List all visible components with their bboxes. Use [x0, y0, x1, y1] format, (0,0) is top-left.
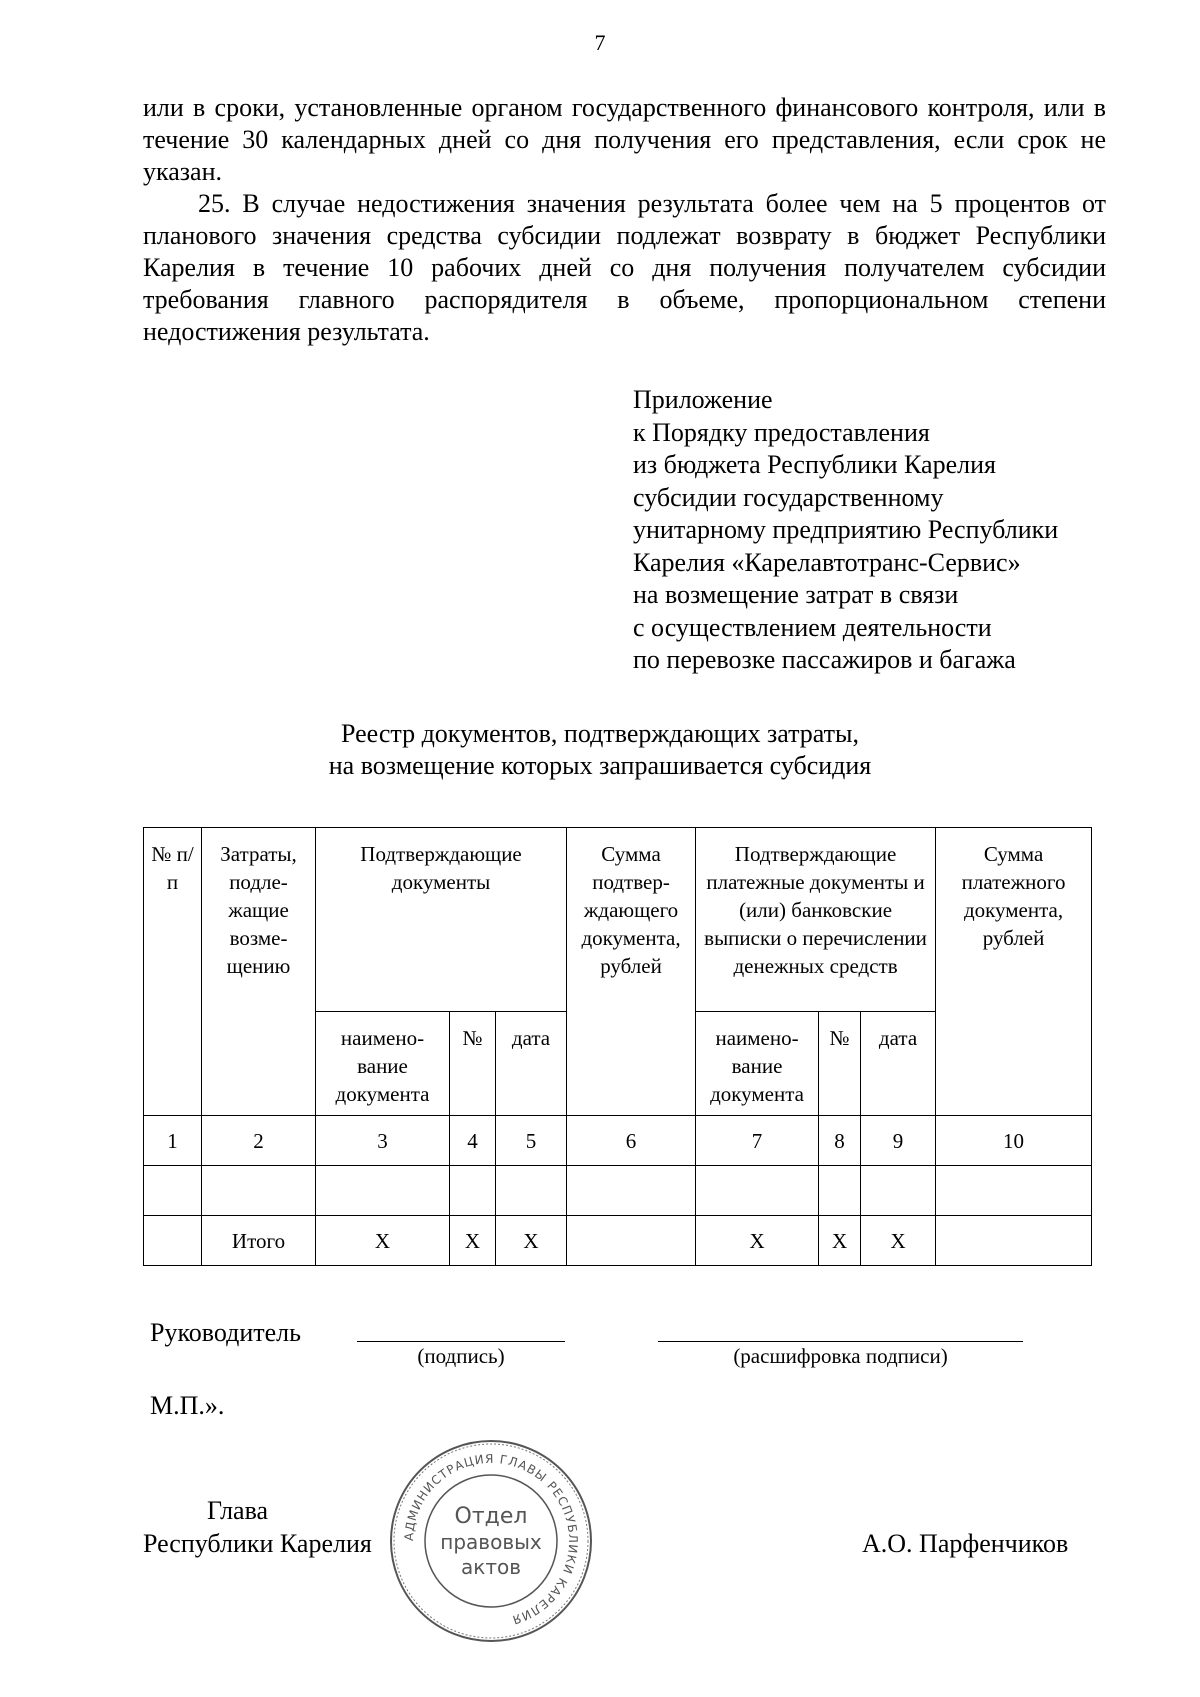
column-numbers-row [144, 1116, 1092, 1166]
registry-title-line: на возмещение которых запрашивается субсидия [328, 751, 872, 780]
total-cell: X [819, 1216, 861, 1266]
table-cell [861, 1166, 936, 1216]
column-number: 6 [567, 1116, 696, 1166]
column-number: 8 [819, 1116, 861, 1166]
appendix-line: с осуществлением деятельности [633, 612, 992, 642]
column-number: 5 [496, 1116, 567, 1166]
total-cell: X [696, 1216, 819, 1266]
header-costs: Затраты, подле-жащие возме-щению [202, 828, 316, 1116]
total-label: Итого [202, 1216, 316, 1266]
paragraph-continuation: или в сроки, установленные органом государственного финансового контроля, или в течение 30 календарных дней со дня получения его представления, если срок не указан. [143, 93, 1106, 186]
header-payment-documents: Подтверждающие платежные документы и (или) банковские выписки о перечислении денежных средств [696, 828, 936, 1012]
column-number: 4 [450, 1116, 496, 1166]
stamp-line: правовых [440, 1530, 542, 1554]
header-row-number: № п/п [144, 828, 202, 1116]
signature-decode-line [658, 1341, 1023, 1342]
appendix-line: унитарному предприятию Республики [633, 515, 1059, 544]
total-cell: X [450, 1216, 496, 1266]
table-cell [936, 1166, 1092, 1216]
seal-mark: М.П.». [150, 1391, 225, 1420]
total-cell [936, 1216, 1092, 1266]
table-cell [819, 1166, 861, 1216]
table-cell [202, 1166, 316, 1216]
appendix-line: из бюджета Республики Карелия [633, 450, 996, 479]
total-cell: X [496, 1216, 567, 1266]
subheader-document-date: дата [496, 1012, 567, 1116]
header-supporting-documents: Подтверждающие документы [316, 828, 567, 1012]
table-cell [496, 1166, 567, 1216]
header-payment-amount: Сумма платежного документа, рублей [936, 828, 1092, 1116]
appendix-line: Карелия «Карелавтотранс-Сервис» [633, 547, 1021, 577]
registry-title-line: Реестр документов, подтверждающих затраты, [341, 719, 859, 748]
appendix-line: к Порядку предоставления [633, 417, 930, 447]
stamp-ring-text: АДМИНИСТРАЦИЯ ГЛАВЫ РЕСПУБЛИКИ КАРЕЛИЯ [401, 1451, 581, 1628]
header-document-amount: Сумма подтвер-ждающего документа, рублей [567, 828, 696, 1116]
column-number: 9 [861, 1116, 936, 1166]
total-cell: X [861, 1216, 936, 1266]
appendix-line: субсидии государственному [633, 482, 944, 512]
total-cell [144, 1216, 202, 1266]
signer-name: А.О. Парфенчиков [862, 1529, 1069, 1558]
table-cell [567, 1166, 696, 1216]
column-number: 2 [202, 1116, 316, 1166]
signer-title: Глава [207, 1496, 269, 1525]
column-number: 7 [696, 1116, 819, 1166]
page-number: 7 [594, 30, 606, 55]
total-cell [567, 1216, 696, 1266]
registry-title [0, 718, 1200, 782]
subheader-payment-number: № [819, 1012, 861, 1116]
subheader-document-number: № [450, 1012, 496, 1116]
subheader-document-name: наимено-вание документа [316, 1012, 450, 1116]
signature-decode-hint: (расшифровка подписи) [733, 1344, 948, 1368]
signer-region: Республики Карелия [143, 1529, 372, 1558]
column-number: 1 [144, 1116, 202, 1166]
appendix-line: Приложение [633, 385, 773, 414]
column-number: 10 [936, 1116, 1092, 1166]
total-cell: X [316, 1216, 450, 1266]
total-row [144, 1216, 1092, 1266]
official-stamp [387, 1437, 595, 1645]
stamp-line: Отдел [454, 1504, 528, 1529]
subheader-payment-name: наимено-вание документа [696, 1012, 819, 1116]
table-cell [316, 1166, 450, 1216]
signature-hint: (подпись) [417, 1344, 505, 1368]
registry-table [143, 827, 1092, 1266]
table-cell [144, 1166, 202, 1216]
table-cell [450, 1166, 496, 1216]
body-text [143, 92, 1106, 348]
column-number: 3 [316, 1116, 450, 1166]
paragraph-25: 25. В случае недостижения значения результата более чем на 5 процентов от планового значения средства субсидии подлежат возврату в бюджет Республики Карелия в течение 10 рабочих дней со дня получения получателем субсидии требования главного распорядителя в объеме, пропорциональном степени недостижения результата. [143, 189, 1106, 346]
appendix-line: по перевозке пассажиров и багажа [633, 645, 1016, 674]
signature-role: Руководитель [150, 1318, 301, 1347]
stamp-line: актов [460, 1555, 522, 1579]
empty-data-row [144, 1166, 1092, 1216]
signature-line [357, 1341, 565, 1342]
table-cell [696, 1166, 819, 1216]
subheader-payment-date: дата [861, 1012, 936, 1116]
appendix-line: на возмещение затрат в связи [633, 580, 959, 609]
appendix-header [633, 384, 1058, 677]
